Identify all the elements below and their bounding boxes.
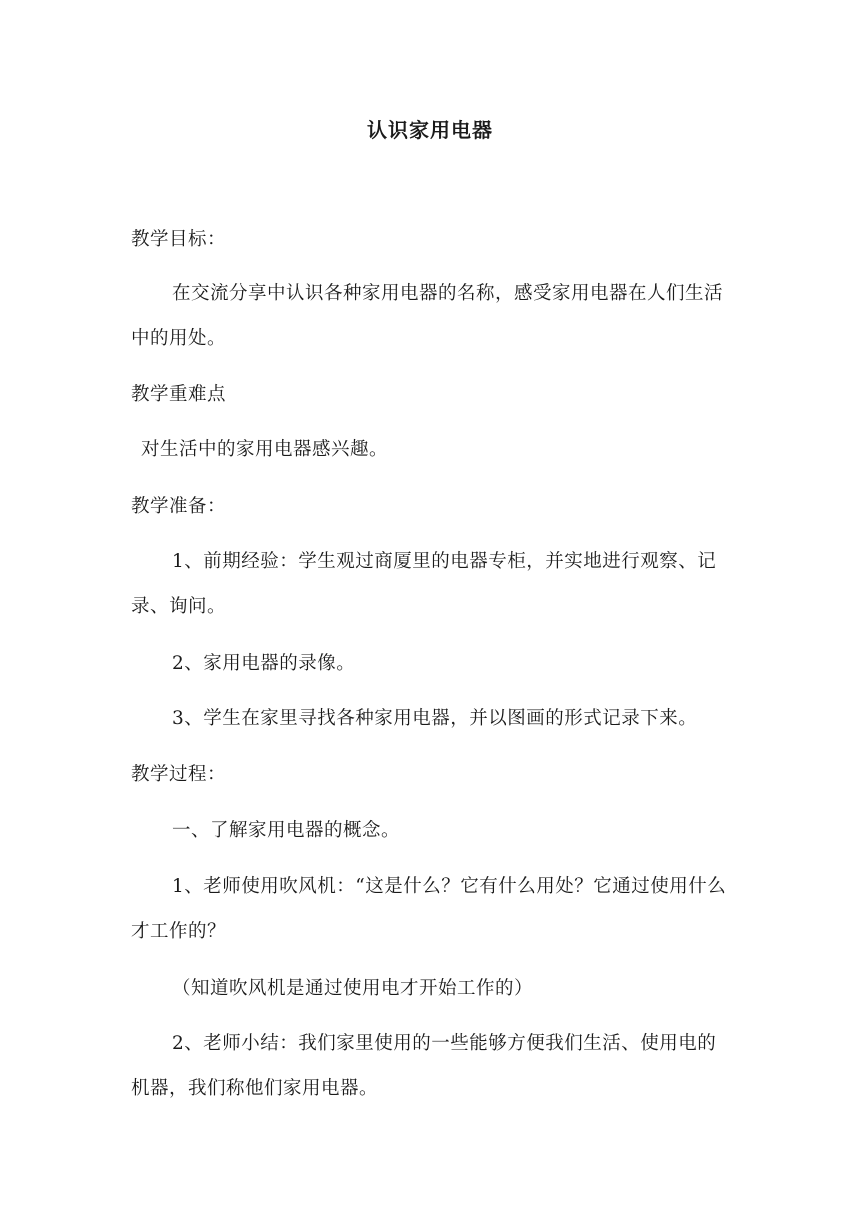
- paragraph-process-step-1: 1、老师使用吹风机：“这是什么？它有什么用处？它通过使用什么才工作的？: [131, 876, 727, 942]
- heading-preparation: 教学准备：: [131, 496, 227, 517]
- paragraph-preparation-3: 3、学生在家里寻找各种家用电器，并以图画的形式记录下来。: [172, 708, 698, 729]
- heading-key-points: 教学重难点: [131, 384, 227, 405]
- paragraph-key-points-text: 对生活中的家用电器感兴趣。: [141, 439, 389, 460]
- paragraph-goal-text: 在交流分享中认识各种家用电器的名称，感受家用电器在人们生活中的用处。: [131, 283, 724, 349]
- heading-process: 教学过程：: [131, 764, 227, 785]
- heading-teaching-goals: 教学目标：: [131, 229, 227, 250]
- paragraph-process-step-2: 2、老师小结：我们家里使用的一些能够方便我们生活、使用电的机器，我们称他们家用电器。: [131, 1033, 717, 1099]
- paragraph-preparation-2: 2、家用电器的录像。: [172, 653, 356, 674]
- paragraph-process-section-1: 一、了解家用电器的概念。: [172, 820, 401, 841]
- document-title: 认识家用电器: [367, 118, 493, 142]
- paragraph-preparation-1: 1、前期经验：学生观过商厦里的电器专柜，并实地进行观察、记录、询问。: [131, 551, 717, 617]
- paragraph-process-note: （知道吹风机是通过使用电才开始工作的）: [172, 978, 534, 999]
